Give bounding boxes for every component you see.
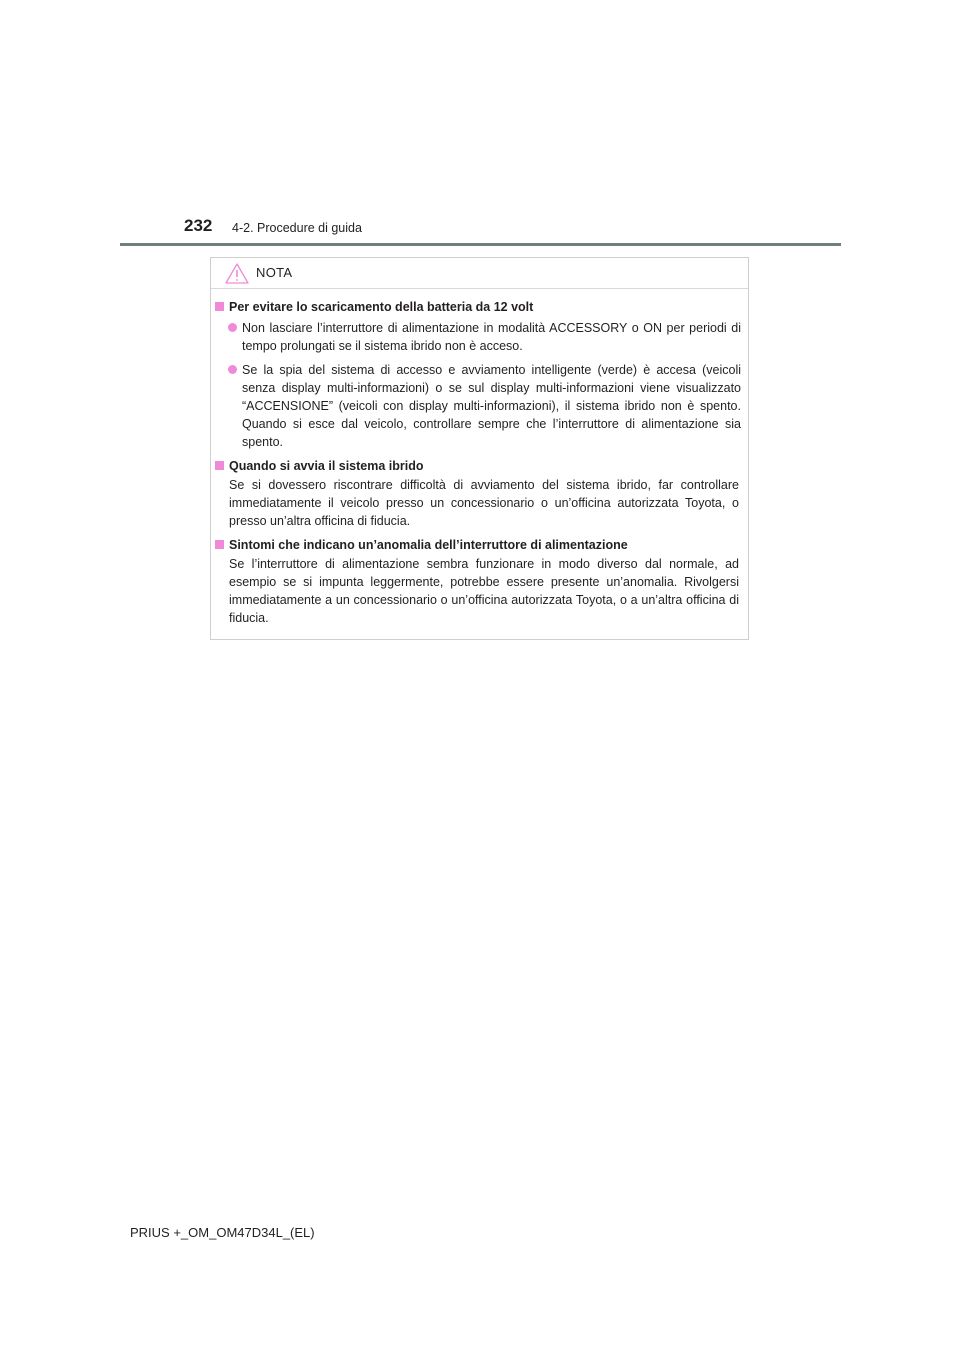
round-bullet-icon — [228, 365, 237, 374]
bullet-item — [211, 319, 748, 355]
notice-box — [210, 257, 749, 640]
section-paragraph: Se l’interruttore di alimentazione sembra funzionare in modo diverso dal normale, ad esempio se si impunta leggermente, potrebbe essere presente un’anomalia. Rivolgersi immediatamente a un concessionario o un’officina autorizzata Toyota, o a un’altra officina di fiducia. — [229, 557, 739, 625]
section-heading-text: Quando si avvia il sistema ibrido — [229, 459, 424, 473]
section-heading — [211, 457, 748, 475]
notice-label: NOTA — [256, 265, 293, 280]
square-bullet-icon — [215, 302, 224, 311]
square-bullet-icon — [215, 461, 224, 470]
document-code: PRIUS +_OM_OM47D34L_(EL) — [130, 1225, 315, 1240]
section-heading — [211, 536, 748, 554]
notice-section-anomaly — [211, 536, 748, 627]
bullet-text: Se la spia del sistema di accesso e avviamento intelligente (verde) è accesa (veicoli senza display multi-informazioni) o se sul display multi-informazioni viene visualizzato “ACCENSIONE” (veicoli con display multi-informazioni), il sistema ibrido non è spento. Quando si esce dal veicolo, controllare sempre che l’interruttore di alimentazione sia spento. — [242, 363, 741, 449]
notice-section-start — [211, 457, 748, 530]
round-bullet-icon — [228, 323, 237, 332]
warning-triangle-icon — [225, 263, 249, 284]
header-rule — [120, 243, 841, 246]
section-heading — [211, 298, 748, 316]
notice-header — [211, 258, 748, 289]
section-heading-text: Sintomi che indicano un’anomalia dell’interruttore di alimentazione — [229, 538, 628, 552]
section-title: 4-2. Procedure di guida — [232, 221, 362, 235]
bullet-item — [211, 361, 748, 451]
section-paragraph: Se si dovessero riscontrare difficoltà di avviamento del sistema ibrido, far controllare immediatamente il veicolo presso un concessionario o un’officina autorizzata Toyota, o presso un’altra officina di fiducia. — [229, 478, 739, 528]
notice-body — [211, 298, 748, 633]
page-number: 232 — [184, 216, 213, 235]
bullet-text: Non lasciare l’interruttore di alimentazione in modalità ACCESSORY o ON per periodi di tempo prolungati se il sistema ibrido non è acceso. — [242, 321, 741, 353]
notice-section-battery — [211, 298, 748, 451]
square-bullet-icon — [215, 540, 224, 549]
section-heading-text: Per evitare lo scaricamento della batteria da 12 volt — [229, 300, 534, 314]
